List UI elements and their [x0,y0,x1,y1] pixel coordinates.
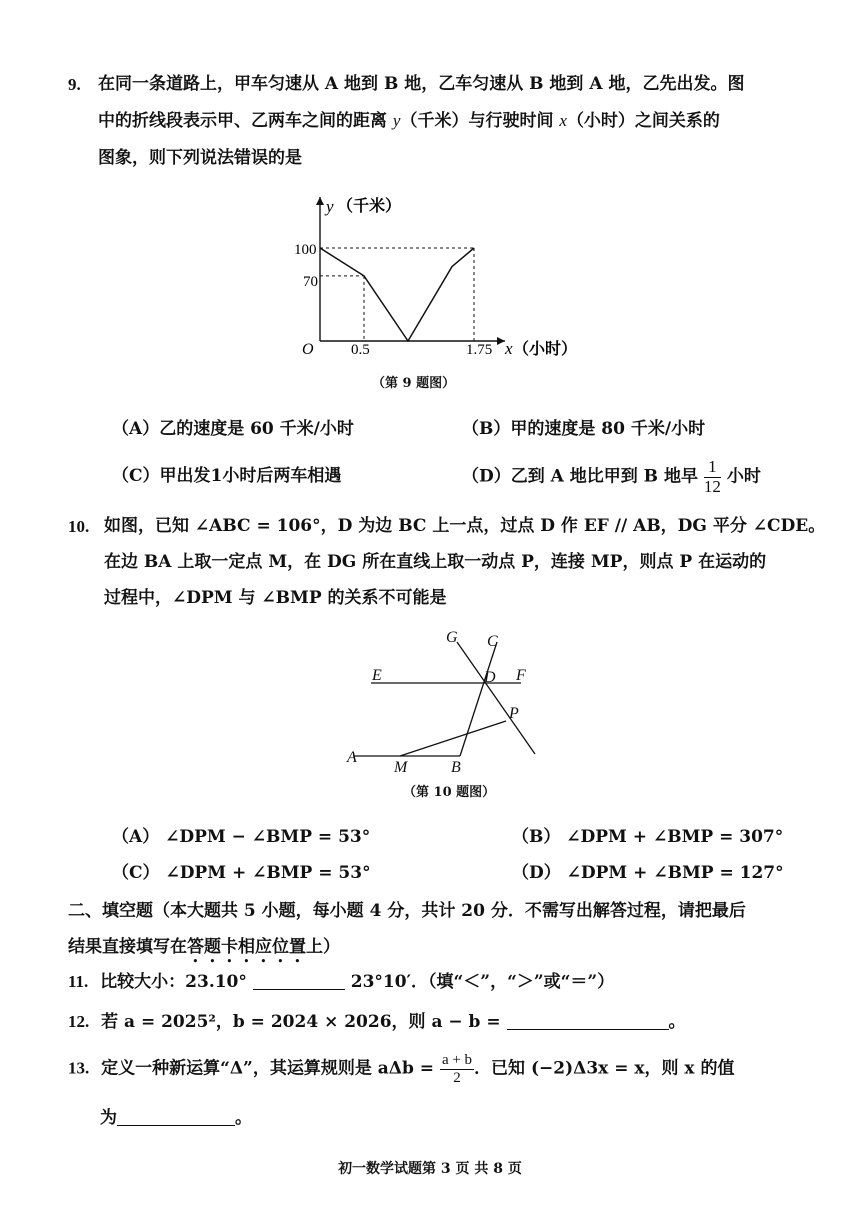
q10-figure-caption: （第 10 题图） [403,785,496,800]
label-b: B [451,759,461,776]
label-g: G [446,629,458,646]
q13: 13. 定义一种新运算“Δ”，其运算规则是 aΔb = $\frac{a + b}{2}$ ．已知 (−2)Δ3x = x，则 x 的值 [68,1052,735,1086]
q9-x-axis-label: x [505,339,513,358]
label-p: P [509,705,519,722]
q13-answer-blank[interactable] [117,1125,235,1126]
q9-option-b[interactable]: （B）甲的速度是 80 千米/小时 [462,419,706,439]
q9-text-line1: 在同一条道路上，甲车匀速从 A 地到 B 地，乙车匀速从 B 地到 A 地，乙先出发。图 [98,74,745,94]
label-m: M [394,759,408,776]
section2-heading-line2: 结果直接填写在答题卡相应位置上） [68,937,340,957]
distance-polyline [320,248,474,341]
q9-y-axis-label: y [326,197,334,216]
q10-text-line1: 如图，已知 ∠ABC = 106°，D 为边 BC 上一点，过点 D 作 EF // AB，DG 平分 ∠CDE。 [104,516,826,536]
label-d: D [484,669,496,686]
q13-line2: 为 。 [100,1108,252,1128]
q9-option-a[interactable]: （A）乙的速度是 60 千米/小时 [112,419,354,439]
q9-y-tick-100: 100 [294,242,317,258]
q9-origin-label: O [302,341,314,358]
label-c: C [487,633,498,650]
q9-x-tick-0.5: 0.5 [351,342,370,358]
q9-option-c[interactable]: （C）甲出发1小时后两车相遇 [112,466,342,486]
line-dg [457,642,535,754]
q13-fraction: $\frac{a + b}{2}$ [441,1052,473,1086]
q9-figure-caption: （第 9 题图） [372,376,456,391]
q9-y-unit: （千米） [337,198,402,215]
q9-option-d-fraction: $\frac{1}{12}$ [703,457,721,496]
y-axis-arrow [316,197,324,205]
label-e: E [372,667,382,684]
line-mp [400,721,506,756]
q9-y-tick-70: 70 [303,274,318,290]
q9-x-tick-1.75: 1.75 [466,342,493,358]
q10-text-line2: 在边 BA 上取一定点 M，在 DG 所在直线上取一动点 P，连接 MP，则点 P 在运动的 [104,552,767,572]
q9-x-unit: （小时） [513,341,578,358]
q10-option-c[interactable]: （C） ∠DPM + ∠BMP = 53° [112,863,371,883]
q10-geometry-figure [0,620,860,790]
line-bc [460,642,497,756]
emphasized-text: 答题卡相应位置 [187,937,306,957]
q9-option-d[interactable]: （D）乙到 A 地比甲到 B 地早 $\frac{1}{12}$ 小时 [462,457,761,496]
x-axis-arrow [497,337,505,345]
q11: 11. 比较大小：23.10° 23°10′．（填“＜”，“＞”或“＝”） [68,972,615,992]
label-f: F [516,667,526,684]
q10-option-a[interactable]: （A） ∠DPM − ∠BMP = 53° [112,827,371,847]
q10-option-b[interactable]: （B） ∠DPM + ∠BMP = 307° [512,827,784,847]
section2-heading: 二、填空题（本大题共 5 小题，每小题 4 分，共计 20 分．不需写出解答过程，请把最后 [68,901,746,921]
page-footer: 初一数学试题第 3 页 共 8 页 [338,1161,522,1177]
q12: 12. 若 a = 2025²，b = 2024 × 2026，则 a − b = 。 [68,1012,686,1032]
label-a: A [347,749,357,766]
q10-number: 10. [68,517,90,536]
q9-graph [0,0,860,400]
q9-text-line2: 中的折线段表示甲、乙两车之间的距离 y（千米）与行驶时间 x（小时）之间关系的 [98,111,720,131]
q11-answer-blank[interactable] [253,989,345,990]
q10-text-line3: 过程中，∠DPM 与 ∠BMP 的关系不可能是 [104,588,447,608]
q12-answer-blank[interactable] [507,1029,669,1030]
q9-text-line3: 图象，则下列说法错误的是 [98,148,302,168]
q9-number: 9. [68,75,81,94]
q10-option-d[interactable]: （D） ∠DPM + ∠BMP = 127° [512,863,784,883]
